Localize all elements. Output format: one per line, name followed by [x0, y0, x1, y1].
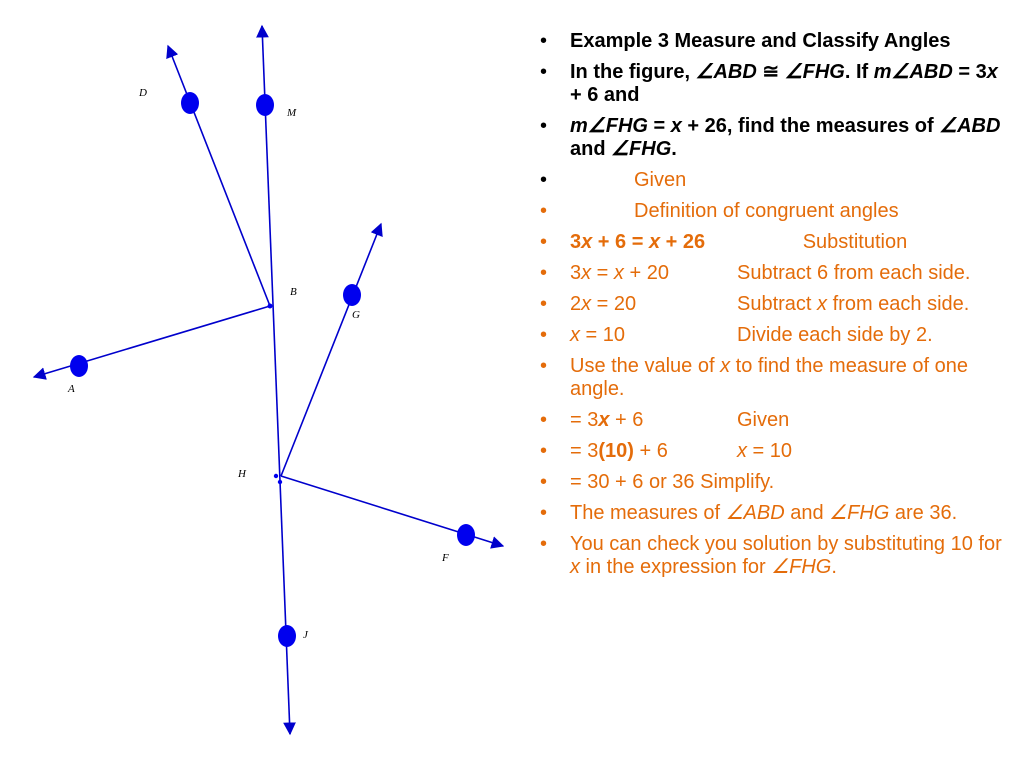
ray-BA: [34, 306, 270, 377]
text: are 36.: [889, 502, 958, 524]
reason-x10: = 10: [747, 440, 793, 462]
var-x: x: [581, 293, 592, 315]
text: = 10: [580, 324, 626, 346]
bullet-glyph: •: [540, 471, 548, 493]
label-D: D: [139, 87, 147, 99]
text: = 3: [570, 409, 599, 431]
text: + 26: [660, 231, 706, 253]
reason-simplify: Simplify.: [700, 471, 775, 493]
var-x: x: [613, 262, 624, 284]
point-F: [457, 524, 475, 546]
label-M: M: [287, 107, 297, 119]
text: from each side.: [827, 293, 970, 315]
ray-HG: [281, 224, 381, 476]
bullet-glyph: •: [540, 231, 548, 253]
label-H: H: [238, 468, 246, 480]
bullet-use-value: [540, 355, 1010, 401]
var-x: x: [581, 231, 593, 253]
text: + 6 and: [570, 84, 640, 106]
bullet-glyph: •: [540, 262, 548, 284]
text: and: [784, 502, 830, 524]
bullet-glyph: •: [540, 355, 548, 377]
var-x: x: [570, 556, 580, 578]
bullet-blank: [540, 169, 1010, 192]
bullet-step-substitution: [540, 231, 1010, 254]
bullet-check: [540, 533, 1010, 579]
text: =: [647, 115, 671, 137]
bullet-glyph: •: [540, 324, 548, 346]
text: = 3: [952, 61, 987, 83]
label-G: G: [352, 309, 360, 321]
angle-FHG: ∠FHG: [771, 556, 832, 578]
angle-ABD: ∠ABD: [891, 61, 953, 83]
var-x: x: [598, 409, 610, 431]
text: + 26, find the measures of: [681, 115, 940, 137]
bullet-conclusion: [540, 502, 1010, 525]
reason-subtractx: Subtract: [737, 293, 818, 315]
ray-BD: [168, 46, 270, 306]
var-x: x: [648, 231, 661, 253]
measure-m: m: [570, 115, 588, 137]
point-A: [70, 355, 88, 377]
bullet-glyph: •: [540, 61, 548, 83]
text: 3: [570, 231, 582, 253]
angle-ABD: ∠ABD: [695, 61, 757, 83]
angle-FHG: ∠FHG: [829, 502, 890, 524]
point-J: [278, 625, 296, 647]
bullet-step-simplify: [540, 471, 1010, 494]
text: 2: [570, 293, 582, 315]
label-A: A: [68, 383, 75, 395]
text: . If: [844, 61, 874, 83]
text: 3: [570, 262, 582, 284]
text: + 6 =: [592, 231, 649, 253]
bullet-glyph: •: [540, 409, 548, 431]
bullet-step-def: [540, 200, 1010, 223]
reason-given: Given: [634, 169, 687, 191]
text: and: [570, 138, 612, 160]
text: .: [671, 138, 677, 160]
bullet-step-subtract6: [540, 262, 1010, 285]
label-J: J: [303, 629, 308, 641]
angle-ABD: ∠ABD: [939, 115, 1001, 137]
bullet-example-title: [540, 30, 1010, 53]
bullet-glyph: •: [540, 440, 548, 462]
text: in the expression for: [580, 556, 772, 578]
text: .: [831, 556, 837, 578]
text: You can check you solution by substituting 10 for: [570, 533, 1002, 555]
reason-definition: Definition of congruent angles: [634, 200, 899, 222]
bullet-step-x10: [540, 440, 1010, 463]
bullet-glyph: •: [540, 502, 548, 524]
var-x: x: [817, 293, 828, 315]
congruent-symbol: ≅: [756, 61, 785, 83]
reason-given-2: Given: [737, 409, 790, 431]
text: =: [591, 262, 614, 284]
bullet-step-divide: [540, 324, 1010, 347]
angle-FHG: ∠FHG: [784, 61, 845, 83]
point-M: [256, 94, 274, 116]
var-x: x: [737, 440, 747, 462]
text: In the figure,: [570, 61, 696, 83]
bullet-glyph: •: [540, 30, 548, 52]
bullet-step-given: [540, 409, 1010, 432]
var-x: x: [581, 262, 592, 284]
text: = 20: [591, 293, 637, 315]
var-x: x: [670, 115, 682, 137]
text: The measures of: [570, 502, 726, 524]
value-10: (10): [598, 440, 634, 462]
text: to find the measure of one angle.: [570, 355, 969, 400]
bullet-given-statement: [540, 61, 1010, 107]
var-x: x: [986, 61, 998, 83]
bullet-step-subtractx: [540, 293, 1010, 316]
bullet-list: [540, 30, 1010, 587]
reason-divide: Divide each side by 2.: [737, 324, 933, 346]
text: Use the value of: [570, 355, 721, 377]
label-F: F: [442, 552, 449, 564]
text: + 6: [609, 409, 644, 431]
reason-substitution: Substitution: [802, 231, 908, 253]
point-D: [181, 92, 199, 114]
point-G: [343, 284, 361, 306]
text: + 20: [623, 262, 669, 284]
text: + 6: [633, 440, 668, 462]
point-H-dot2: [278, 480, 282, 484]
bullet-glyph: •: [540, 293, 548, 315]
angle-FHG: ∠FHG: [587, 115, 648, 137]
bullet-glyph: •: [540, 533, 548, 555]
bullet-glyph: •: [540, 115, 548, 137]
point-H-dot1: [274, 474, 278, 478]
bullet-glyph: •: [540, 200, 548, 222]
example-title: Example 3 Measure and Classify Angles: [570, 30, 951, 52]
label-B: B: [290, 286, 297, 298]
var-x: x: [720, 355, 731, 377]
var-x: x: [570, 324, 580, 346]
reason-subtract6: Subtract 6 from each side.: [737, 262, 971, 284]
measure-m: m: [873, 61, 892, 83]
bullet-glyph: •: [540, 169, 548, 191]
text: = 3: [570, 440, 599, 462]
angle-FHG: ∠FHG: [611, 138, 672, 160]
angle-ABD: ∠ABD: [725, 502, 785, 524]
point-B: [268, 304, 273, 309]
text: = 30 + 6 or 36: [570, 471, 695, 493]
bullet-question: [540, 115, 1010, 161]
